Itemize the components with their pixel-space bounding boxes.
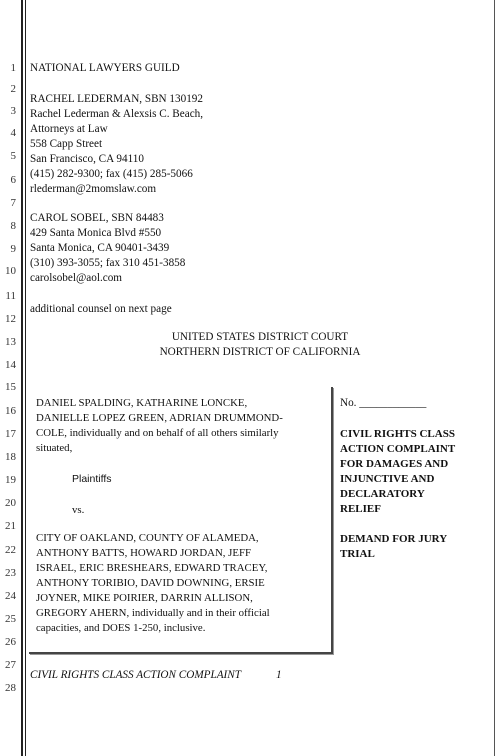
left-margin-rule [21, 0, 23, 756]
complaint-title-line: FOR DAMAGES AND [340, 458, 449, 470]
line-number: 4 [10, 127, 16, 139]
counsel1-address-street: 558 Capp Street [30, 138, 103, 150]
line-number: 10 [5, 265, 16, 277]
case-number: No. ____________ [340, 397, 427, 409]
line-number: 11 [5, 290, 16, 302]
complaint-title-line: RELIEF [340, 503, 381, 515]
line-number: 7 [10, 197, 16, 209]
line-number: 20 [5, 497, 16, 509]
defendant-line: capacities, and DOES 1-250, inclusive. [36, 622, 206, 634]
plaintiff-line: situated, [36, 442, 73, 454]
line-number: 3 [10, 105, 16, 117]
line-number: 16 [5, 405, 16, 417]
counsel2-address-street: 429 Santa Monica Blvd #550 [30, 227, 162, 239]
counsel2-name: CAROL SOBEL, SBN 84483 [30, 212, 164, 224]
complaint-title-line: CIVIL RIGHTS CLASS [340, 428, 455, 440]
firm-name: NATIONAL LAWYERS GUILD [30, 62, 180, 74]
counsel1-email: rlederman@2momslaw.com [30, 183, 157, 195]
counsel1-phone: (415) 282-9300; fax (415) 285-5066 [30, 168, 193, 180]
line-number: 2 [10, 83, 16, 95]
jury-demand-line: DEMAND FOR JURY [340, 533, 448, 545]
plaintiff-line: DANIEL SPALDING, KATHARINE LONCKE, [36, 397, 248, 409]
line-number: 17 [5, 428, 16, 440]
line-number: 24 [5, 590, 16, 602]
line-number: 26 [5, 636, 16, 648]
plaintiffs-label: Plaintiffs [72, 473, 112, 485]
line-number: 25 [5, 613, 16, 625]
defendant-line: JOYNER, MIKE POIRIER, DARRIN ALLISON, [36, 592, 253, 604]
complaint-title-line: ACTION COMPLAINT [340, 443, 456, 455]
jury-demand-line: TRIAL [340, 548, 375, 560]
footer-title: CIVIL RIGHTS CLASS ACTION COMPLAINT [30, 669, 241, 681]
line-number: 27 [5, 659, 16, 671]
line-number: 18 [5, 451, 16, 463]
line-number: 6 [10, 174, 16, 186]
plaintiff-line: COLE, individually and on behalf of all others similarly [36, 427, 279, 439]
counsel2-email: carolsobel@aol.com [30, 272, 123, 284]
defendant-line: GREGORY AHERN, individually and in their official [36, 607, 270, 619]
line-number: 5 [10, 150, 16, 162]
defendant-line: ISRAEL, ERIC BRESHEARS, EDWARD TRACEY, [36, 562, 268, 574]
court-name: UNITED STATES DISTRICT COURT [171, 331, 349, 343]
plaintiff-line: DANIELLE LOPEZ GREEN, ADRIAN DRUMMOND- [36, 412, 283, 424]
counsel1-firm: Rachel Lederman & Alexsis C. Beach, [30, 108, 204, 120]
defendant-line: ANTHONY BATTS, HOWARD JORDAN, JEFF [36, 547, 251, 559]
line-number: 9 [10, 243, 16, 255]
complaint-title-line: DECLARATORY [340, 488, 425, 500]
counsel1-title: Attorneys at Law [30, 123, 108, 135]
line-number: 21 [5, 520, 16, 532]
additional-counsel-note: additional counsel on next page [30, 303, 172, 315]
line-number: 28 [5, 682, 16, 694]
line-number: 15 [5, 381, 16, 393]
line-number: 12 [5, 313, 16, 325]
page-number: 1 [276, 669, 282, 681]
line-number: 23 [5, 567, 16, 579]
line-number: 1 [10, 62, 16, 74]
counsel2-phone: (310) 393-3055; fax 310 451-3858 [30, 257, 186, 269]
line-number: 13 [5, 336, 16, 348]
court-district: NORTHERN DISTRICT OF CALIFORNIA [159, 346, 361, 358]
left-margin-rule-inner [25, 0, 26, 756]
defendant-line: ANTHONY TORIBIO, DAVID DOWNING, ERSIE [36, 577, 265, 589]
line-number: 22 [5, 544, 16, 556]
right-margin-rule [494, 0, 495, 756]
line-number: 19 [5, 474, 16, 486]
line-number: 8 [10, 220, 16, 232]
counsel2-address-city: Santa Monica, CA 90401-3439 [30, 242, 170, 254]
line-number: 14 [5, 359, 16, 371]
versus-label: vs. [72, 504, 85, 516]
counsel1-address-city: San Francisco, CA 94110 [30, 153, 144, 165]
counsel1-name: RACHEL LEDERMAN, SBN 130192 [30, 93, 203, 105]
complaint-title-line: INJUNCTIVE AND [340, 473, 435, 485]
defendant-line: CITY OF OAKLAND, COUNTY OF ALAMEDA, [36, 532, 259, 544]
